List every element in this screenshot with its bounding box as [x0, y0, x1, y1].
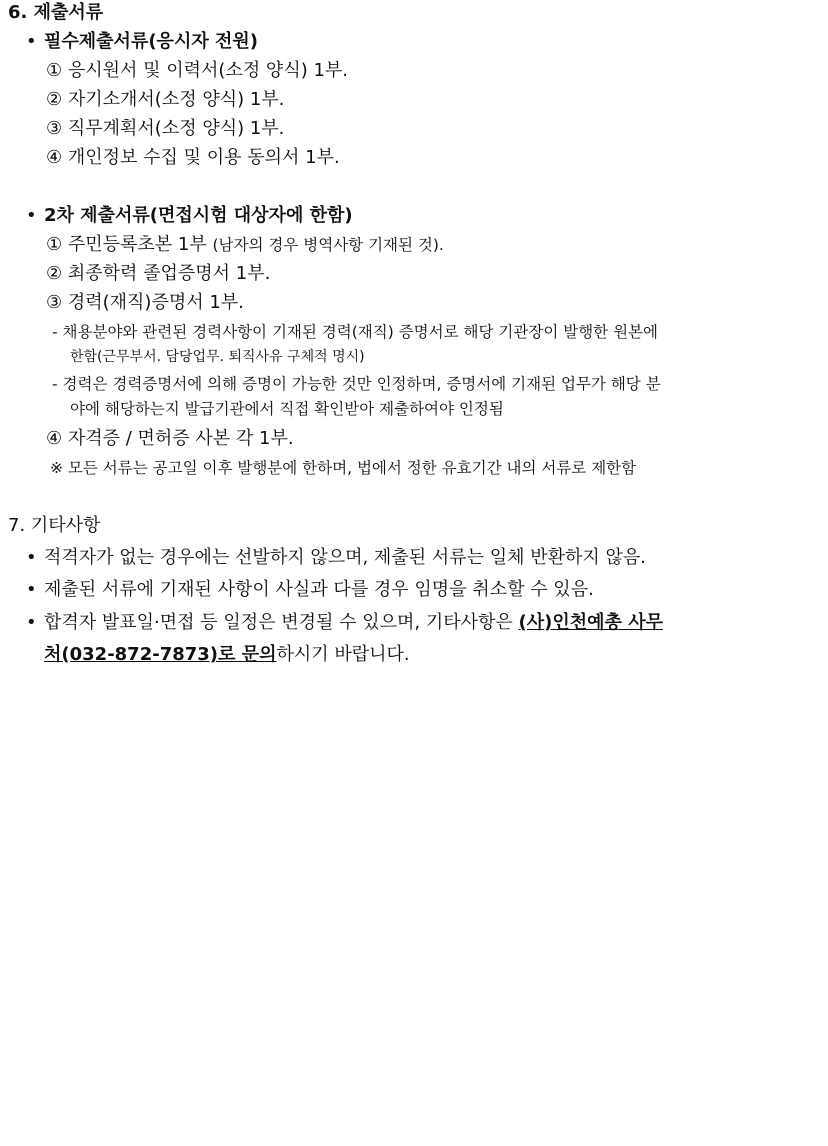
- career-note-1-line-1: - 채용분야와 관련된 경력사항이 기재된 경력(재직) 증명서로 해당 기관장이 발행한 원본에: [52, 323, 658, 341]
- required-item-2: ② 자기소개서(소정 양식) 1부.: [46, 89, 285, 110]
- required-item-3: ③ 직무계획서(소정 양식) 1부.: [46, 118, 285, 139]
- required-item-4: ④ 개인정보 수집 및 이용 동의서 1부.: [46, 147, 340, 168]
- career-note-1-line-2: 한함(근무부서. 담당업무. 퇴직사유 구체적 명시): [70, 349, 365, 365]
- second-docs-heading: • 2차 제출서류(면접시험 대상자에 한함): [26, 203, 353, 229]
- bullet: •: [26, 579, 37, 600]
- required-item-1: ① 응시원서 및 이력서(소정 양식) 1부.: [46, 60, 349, 81]
- second-item-2: ② 최종학력 졸업증명서 1부.: [46, 263, 271, 284]
- contact-link-part-1: (사)인천예총 사무: [518, 612, 663, 633]
- second-item-1: ① 주민등록초본 1부 (남자의 경우 병역사항 기재된 것).: [46, 234, 444, 255]
- bullet: •: [26, 612, 37, 633]
- other-bullet-1: • 적격자가 없는 경우에는 선발하지 않으며, 제출된 서류는 일체 반환하지 않음.: [26, 545, 646, 571]
- second-item-4: ④ 자격증 / 면허증 사본 각 1부.: [46, 428, 294, 449]
- other-bullet-3-line-1: • 합격자 발표일·면접 등 일정은 변경될 수 있으며, 기타사항은 (사)인천예총 사무: [26, 610, 810, 636]
- bullet: •: [26, 205, 37, 226]
- contact-link-part-2: 처(032-872-7873)로 문의: [44, 644, 277, 665]
- bullet: •: [26, 547, 37, 568]
- career-note-2-line-1: - 경력은 경력증명서에 의해 증명이 가능한 것만 인정하며, 증명서에 기재된 업무가 해당 분: [52, 375, 661, 393]
- other-bullet-2: • 제출된 서류에 기재된 사항이 사실과 다를 경우 임명을 취소할 수 있음.: [26, 577, 594, 603]
- bullet: •: [26, 31, 37, 52]
- section-7-title: 7. 기타사항: [8, 515, 101, 536]
- career-note-2-line-2: 야에 해당하는지 발급기관에서 직접 확인받아 제출하여야 인정됨: [70, 400, 504, 418]
- documents-remark: ※ 모든 서류는 공고일 이후 발행분에 한하며, 법에서 정한 유효기간 내의 서류로 제한함: [50, 459, 637, 477]
- second-item-3: ③ 경력(재직)증명서 1부.: [46, 292, 244, 313]
- required-docs-heading: • 필수제출서류(응시자 전원): [26, 29, 258, 55]
- section-6-title: 6. 제출서류: [8, 2, 104, 23]
- other-bullet-3-line-2: 처(032-872-7873)로 문의하시기 바랍니다.: [44, 644, 410, 665]
